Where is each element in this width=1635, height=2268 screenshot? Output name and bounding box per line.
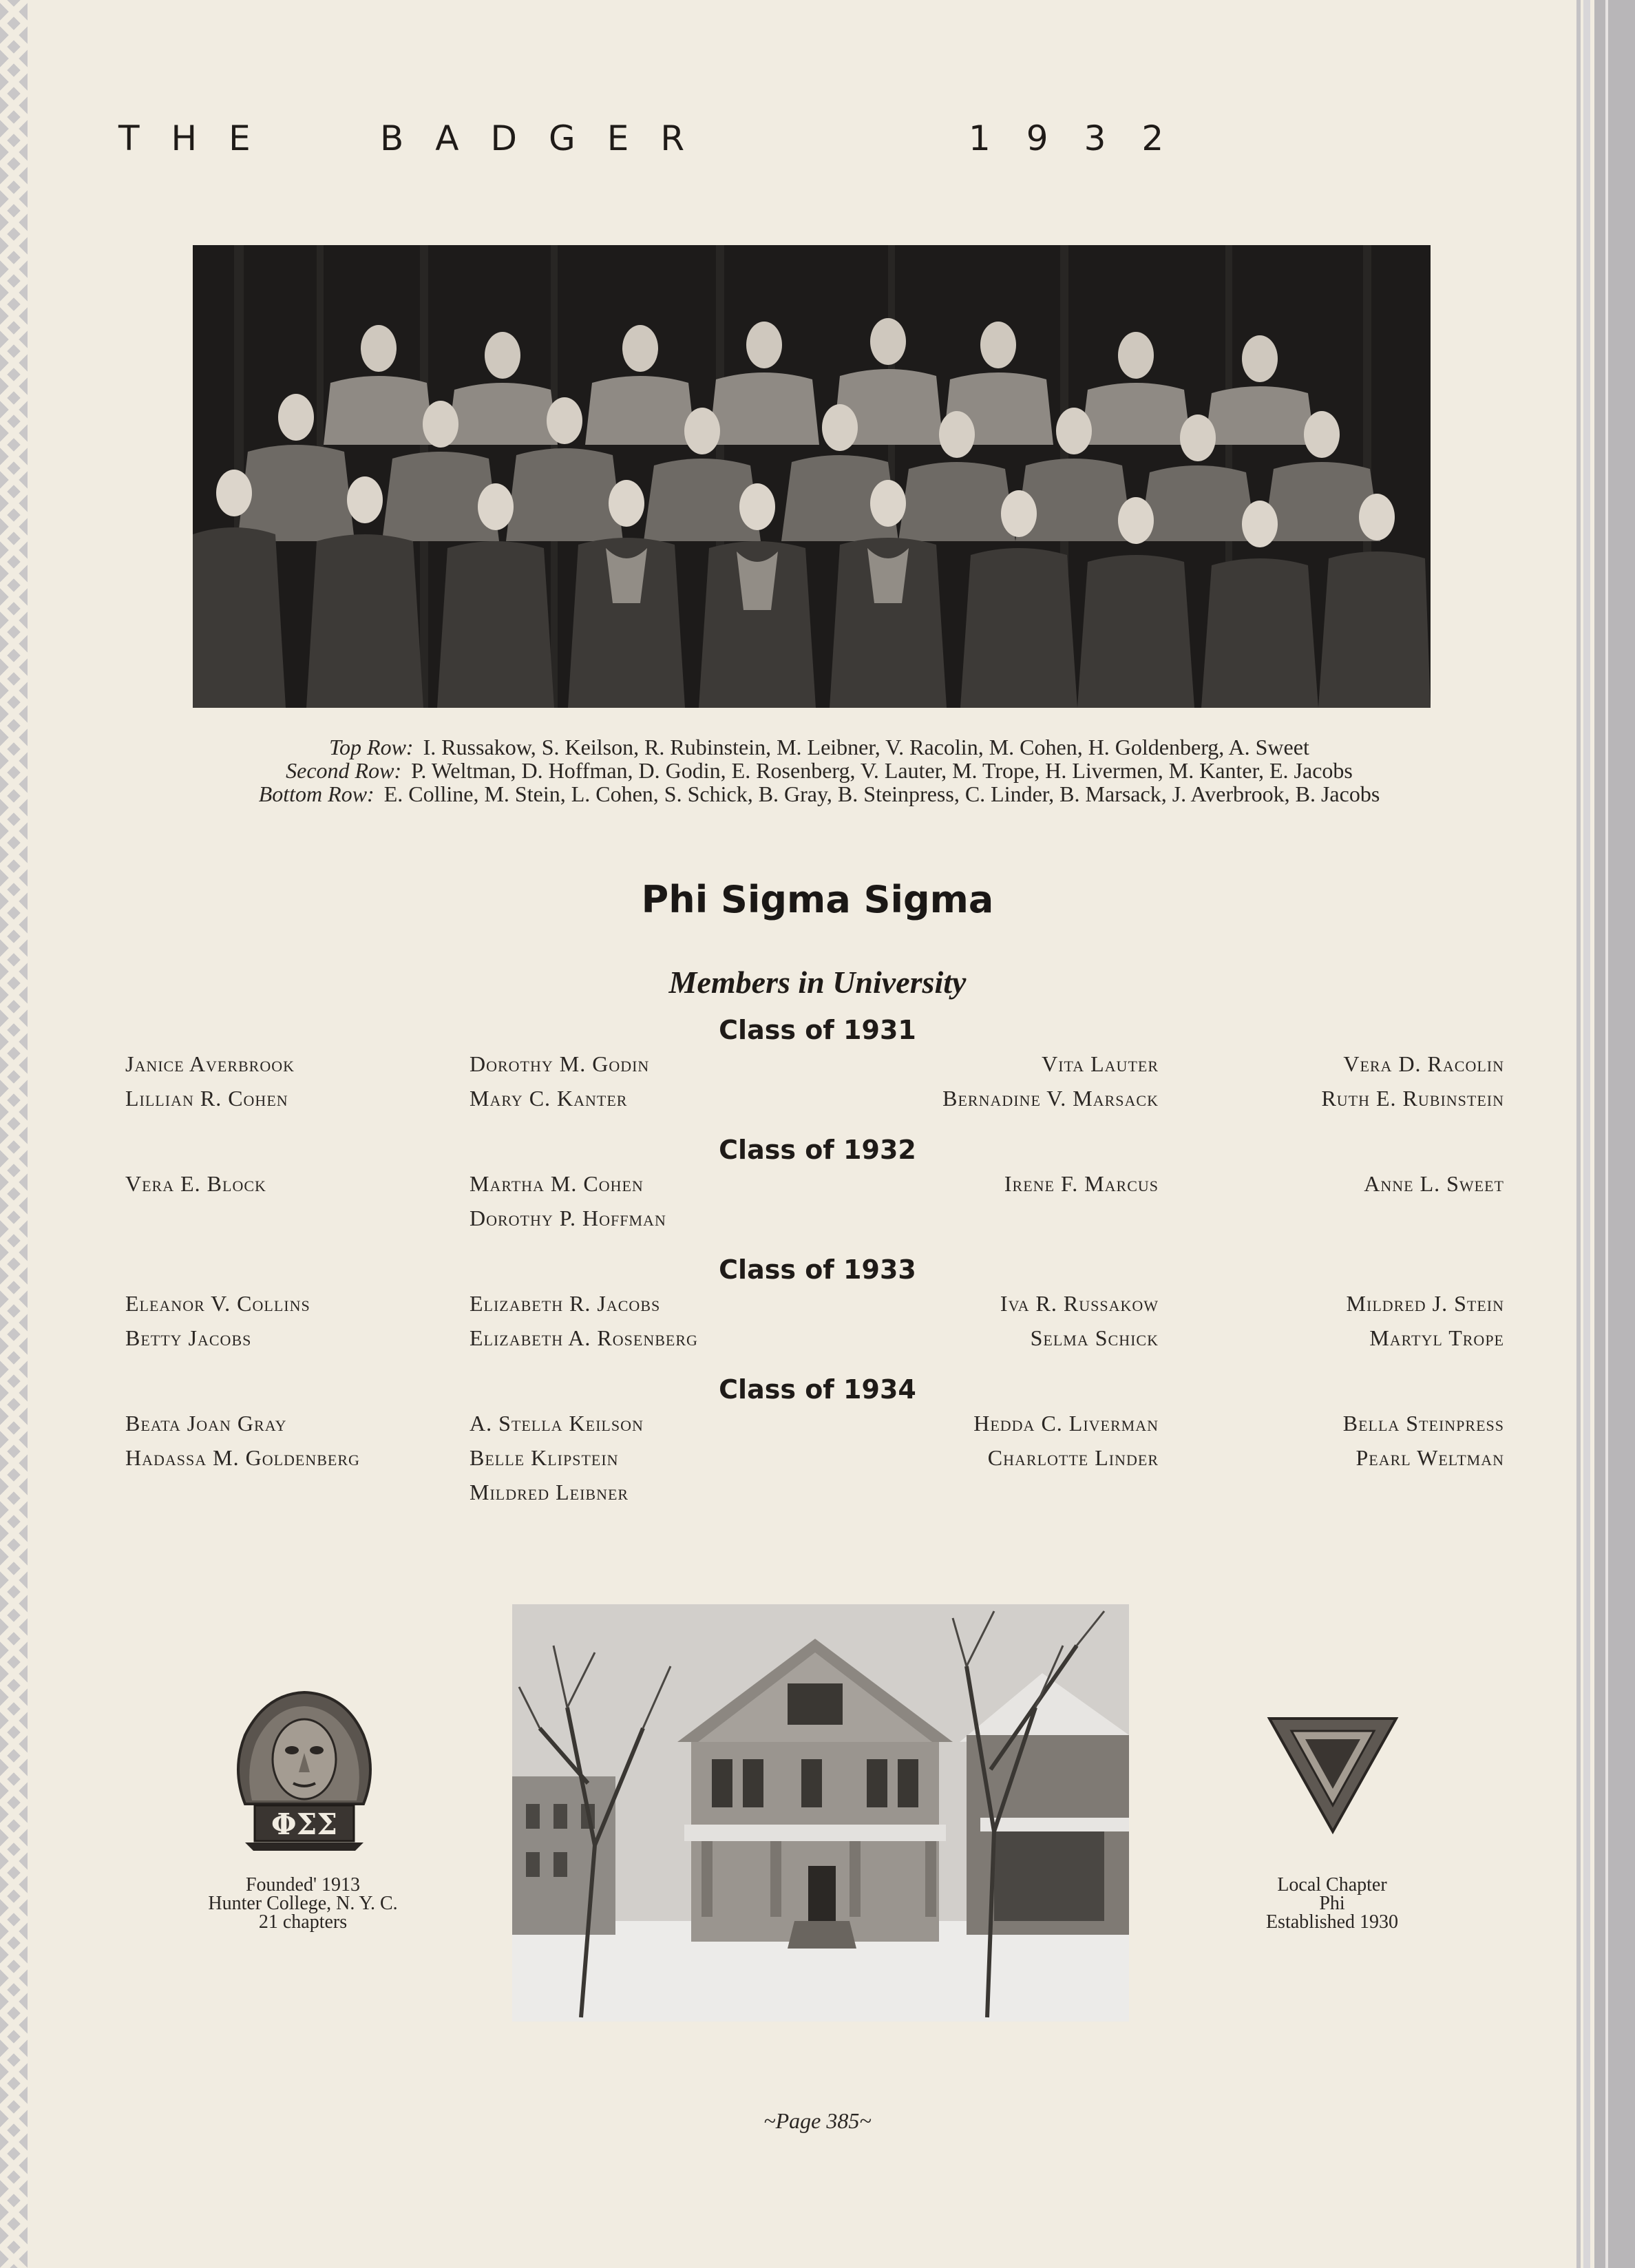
founded-college: Hunter College, N. Y. C. [208, 1893, 398, 1914]
class-heading-1932: Class of 1932 [719, 1135, 916, 1165]
member-name: A. Stella Keilson [470, 1411, 644, 1436]
member-name: Charlotte Linder [987, 1445, 1159, 1470]
member-name: Vita Lauter [1042, 1051, 1159, 1076]
photo-captions [103, 735, 1535, 806]
member-name: Hadassa M. Goldenberg [125, 1445, 360, 1470]
class-1934-col2 [470, 1406, 644, 1509]
chapter-house-illustration [512, 1604, 1129, 2022]
class-heading-1934: Class of 1934 [719, 1374, 916, 1405]
group-photo-illustration [193, 245, 1431, 708]
member-name: Martha M. Cohen [470, 1171, 644, 1196]
member-name: Betty Jacobs [125, 1325, 252, 1350]
local-chapter-established: Established 1930 [1265, 1911, 1399, 1933]
triangle-badge-drawing [1264, 1713, 1402, 1837]
caption-names: I. Russakow, S. Keilson, R. Rubinstein, M. Leibner, V. Racolin, M. Cohen, H. Goldenberg, A. Sweet [423, 735, 1309, 759]
member-name: Mildred J. Stein [1346, 1291, 1504, 1316]
sphinx-crest-drawing [231, 1687, 377, 1852]
member-name: Janice Averbrook [125, 1051, 295, 1076]
class-1934-col1 [125, 1406, 360, 1475]
page-number: ~Page 385~ [763, 2108, 872, 2133]
member-name: Selma Schick [1030, 1325, 1159, 1350]
left-decorative-border [0, 0, 28, 2268]
member-name: Elizabeth A. Rosenberg [470, 1325, 698, 1350]
member-name: Mary C. Kanter [470, 1086, 628, 1111]
class-1933-col2 [470, 1286, 698, 1355]
class-1931-col1 [125, 1047, 295, 1115]
member-name: Ruth E. Rubinstein [1321, 1086, 1504, 1111]
local-chapter-name: Phi [1319, 1893, 1345, 1914]
class-1932-col4 [1364, 1166, 1504, 1201]
member-name: Vera E. Block [125, 1171, 266, 1196]
caption-label: Top Row: [329, 735, 414, 759]
class-1933-col4 [1347, 1286, 1504, 1355]
class-1934-col4 [1343, 1406, 1504, 1475]
member-name: Belle Klipstein [470, 1445, 619, 1470]
class-1931-col4 [1321, 1047, 1504, 1115]
chapter-triangle-badge-icon [1264, 1713, 1402, 1837]
right-border-stripe [1605, 0, 1608, 2268]
member-name: Vera D. Racolin [1343, 1051, 1504, 1076]
masthead-the: THE [118, 118, 282, 158]
founded-info [172, 1876, 434, 1931]
page-title: Phi Sigma Sigma [641, 878, 994, 921]
masthead-badger: BADGER [380, 118, 717, 158]
caption-label: Second Row: [286, 758, 402, 783]
member-name: Pearl Weltman [1356, 1445, 1504, 1470]
sphinx-crest-icon [231, 1687, 377, 1852]
member-name: Beata Joan Gray [125, 1411, 287, 1436]
class-heading-1931: Class of 1931 [719, 1015, 916, 1045]
class-heading-1933: Class of 1933 [719, 1254, 916, 1285]
class-1933-col3 [1000, 1286, 1159, 1355]
caption-bottom-row [103, 782, 1535, 806]
masthead-year: 1932 [969, 118, 1200, 158]
local-chapter-label: Local Chapter [1277, 1874, 1387, 1896]
right-border-stripe [1594, 0, 1635, 2268]
caption-names: E. Colline, M. Stein, L. Cohen, S. Schick, B. Gray, B. Steinpress, C. Linder, B. Marsack, J. Averbrook, B. Jacobs [383, 781, 1380, 806]
founded-year: Founded' 1913 [245, 1874, 361, 1896]
group-photo [193, 245, 1431, 708]
local-chapter-info [1212, 1876, 1453, 1931]
member-name: Anne L. Sweet [1364, 1171, 1504, 1196]
page-subtitle: Members in University [668, 965, 967, 1000]
class-1932-col3 [1004, 1166, 1159, 1201]
class-1932-col2 [470, 1166, 666, 1235]
founded-chapters: 21 chapters [258, 1911, 348, 1933]
member-name: Dorothy P. Hoffman [470, 1206, 666, 1230]
member-name: Elizabeth R. Jacobs [470, 1291, 661, 1316]
class-1931-col3 [942, 1047, 1159, 1115]
caption-second-row [103, 759, 1535, 782]
chapter-house-photo [512, 1604, 1129, 2022]
class-1934-col3 [973, 1406, 1159, 1475]
member-name: Hedda C. Liverman [973, 1411, 1159, 1436]
member-name: Lillian R. Cohen [125, 1086, 288, 1111]
caption-names: P. Weltman, D. Hoffman, D. Godin, E. Rosenberg, V. Lauter, M. Trope, H. Livermen, M. Kanter, E. Jacobs [411, 758, 1353, 783]
class-1931-col2 [470, 1047, 649, 1115]
member-name: Eleanor V. Collins [125, 1291, 310, 1316]
member-name: Martyl Trope [1369, 1325, 1504, 1350]
caption-top-row [103, 735, 1535, 759]
class-1932-col1 [125, 1166, 266, 1201]
member-name: Bernadine V. Marsack [942, 1086, 1159, 1111]
caption-label: Bottom Row: [258, 781, 375, 806]
right-border-stripe [1583, 0, 1590, 2268]
member-name: Mildred Leibner [470, 1480, 629, 1504]
class-1933-col1 [125, 1286, 310, 1355]
member-name: Dorothy M. Godin [470, 1051, 650, 1076]
right-border-stripe [1576, 0, 1581, 2268]
member-name: Iva R. Russakow [1000, 1291, 1159, 1316]
member-name: Bella Steinpress [1342, 1411, 1504, 1436]
crest-letters: ΦΣΣ [271, 1807, 337, 1841]
member-name: Irene F. Marcus [1004, 1171, 1159, 1196]
